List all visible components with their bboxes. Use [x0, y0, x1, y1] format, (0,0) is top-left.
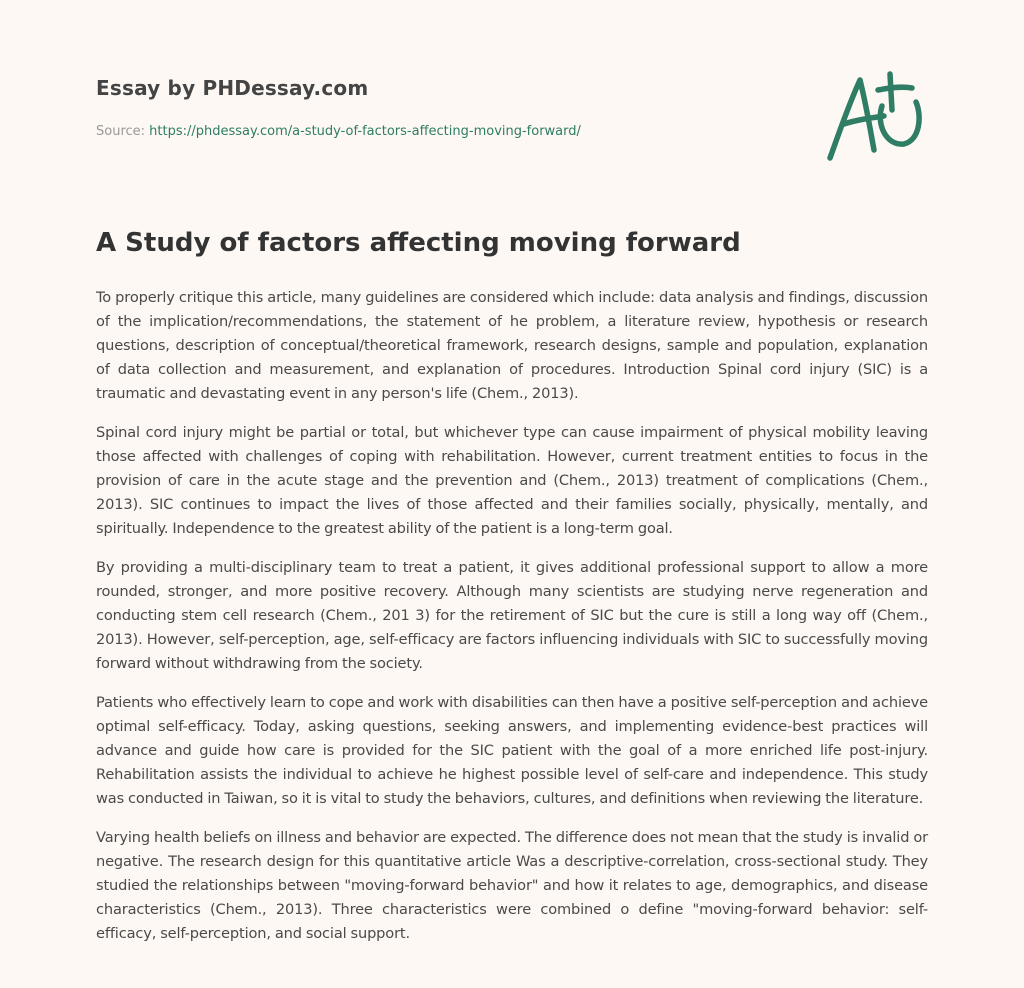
site-title: Essay by PHDessay.com — [96, 76, 369, 100]
essay-paragraph: Varying health beliefs on illness and behavior are expected. The difference does not mean that the study is invalid or negative. The research design for this quantitative article Was a descriptive-correlation, cross-sectional study. They studied the relationships between "moving-forward behavior" and how it relates to age, demographics, and disease characteristics (Chem., 2013). Three characteristics were combined o define "moving-forward behavior: self-efficacy, self-perception, and social support. — [96, 829, 928, 942]
source-link[interactable]: https://phdessay.com/a-study-of-factors-affecting-moving-forward/ — [149, 124, 581, 139]
a-plus-logo-icon — [822, 66, 930, 166]
essay-paragraph: Patients who effectively learn to cope and work with disabilities can then have a positive self-perception and achieve optimal self-efficacy. Today, asking questions, seeking answers, and implementing evidence-best practices will advance and guide how care is provided for the SIC patient with the goal of a more enriched life post-injury. Rehabilitation assists the individual to achieve he highest possible level of self-care and independence. This study was conducted in Taiwan, so it is vital to study the behaviors, cultures, and definitions when reviewing the literature. — [96, 694, 928, 807]
site-header — [96, 76, 368, 100]
source-label: Source: — [96, 124, 146, 139]
essay-body — [96, 286, 928, 961]
source-line — [96, 124, 581, 139]
essay-title: A Study of factors affecting moving forward — [96, 228, 741, 258]
essay-paragraph: By providing a multi-disciplinary team to treat a patient, it gives additional professional support to allow a more rounded, stronger, and more positive recovery. Although many scientists are studying nerve regeneration and conducting stem cell research (Chem., 201 3) for the retirement of SIC but the cure is still a long way off (Chem., 2013). However, self-perception, age, self-efficacy are factors influencing individuals with SIC to successfully moving forward without withdrawing from the society. — [96, 559, 928, 672]
essay-paragraph: To properly critique this article, many guidelines are considered which include: data analysis and findings, discussion of the implication/recommendations, the statement of he problem, a literature review, hypothesis or research questions, description of conceptual/theoretical framework, research designs, sample and population, explanation of data collection and measurement, and explanation of procedures. Introduction Spinal cord injury (SIC) is a traumatic and devastating event in any person's life (Chem., 2013). — [96, 289, 928, 402]
essay-paragraph: Spinal cord injury might be partial or total, but whichever type can cause impairment of physical mobility leaving those affected with challenges of coping with rehabilitation. However, current treatment entities to focus in the provision of care in the acute stage and the prevention and (Chem., 2013) treatment of complications (Chem., 2013). SIC continues to impact the lives of those affected and their families socially, physically, mentally, and spiritually. Independence to the greatest ability of the patient is a long-term goal. — [96, 424, 928, 537]
